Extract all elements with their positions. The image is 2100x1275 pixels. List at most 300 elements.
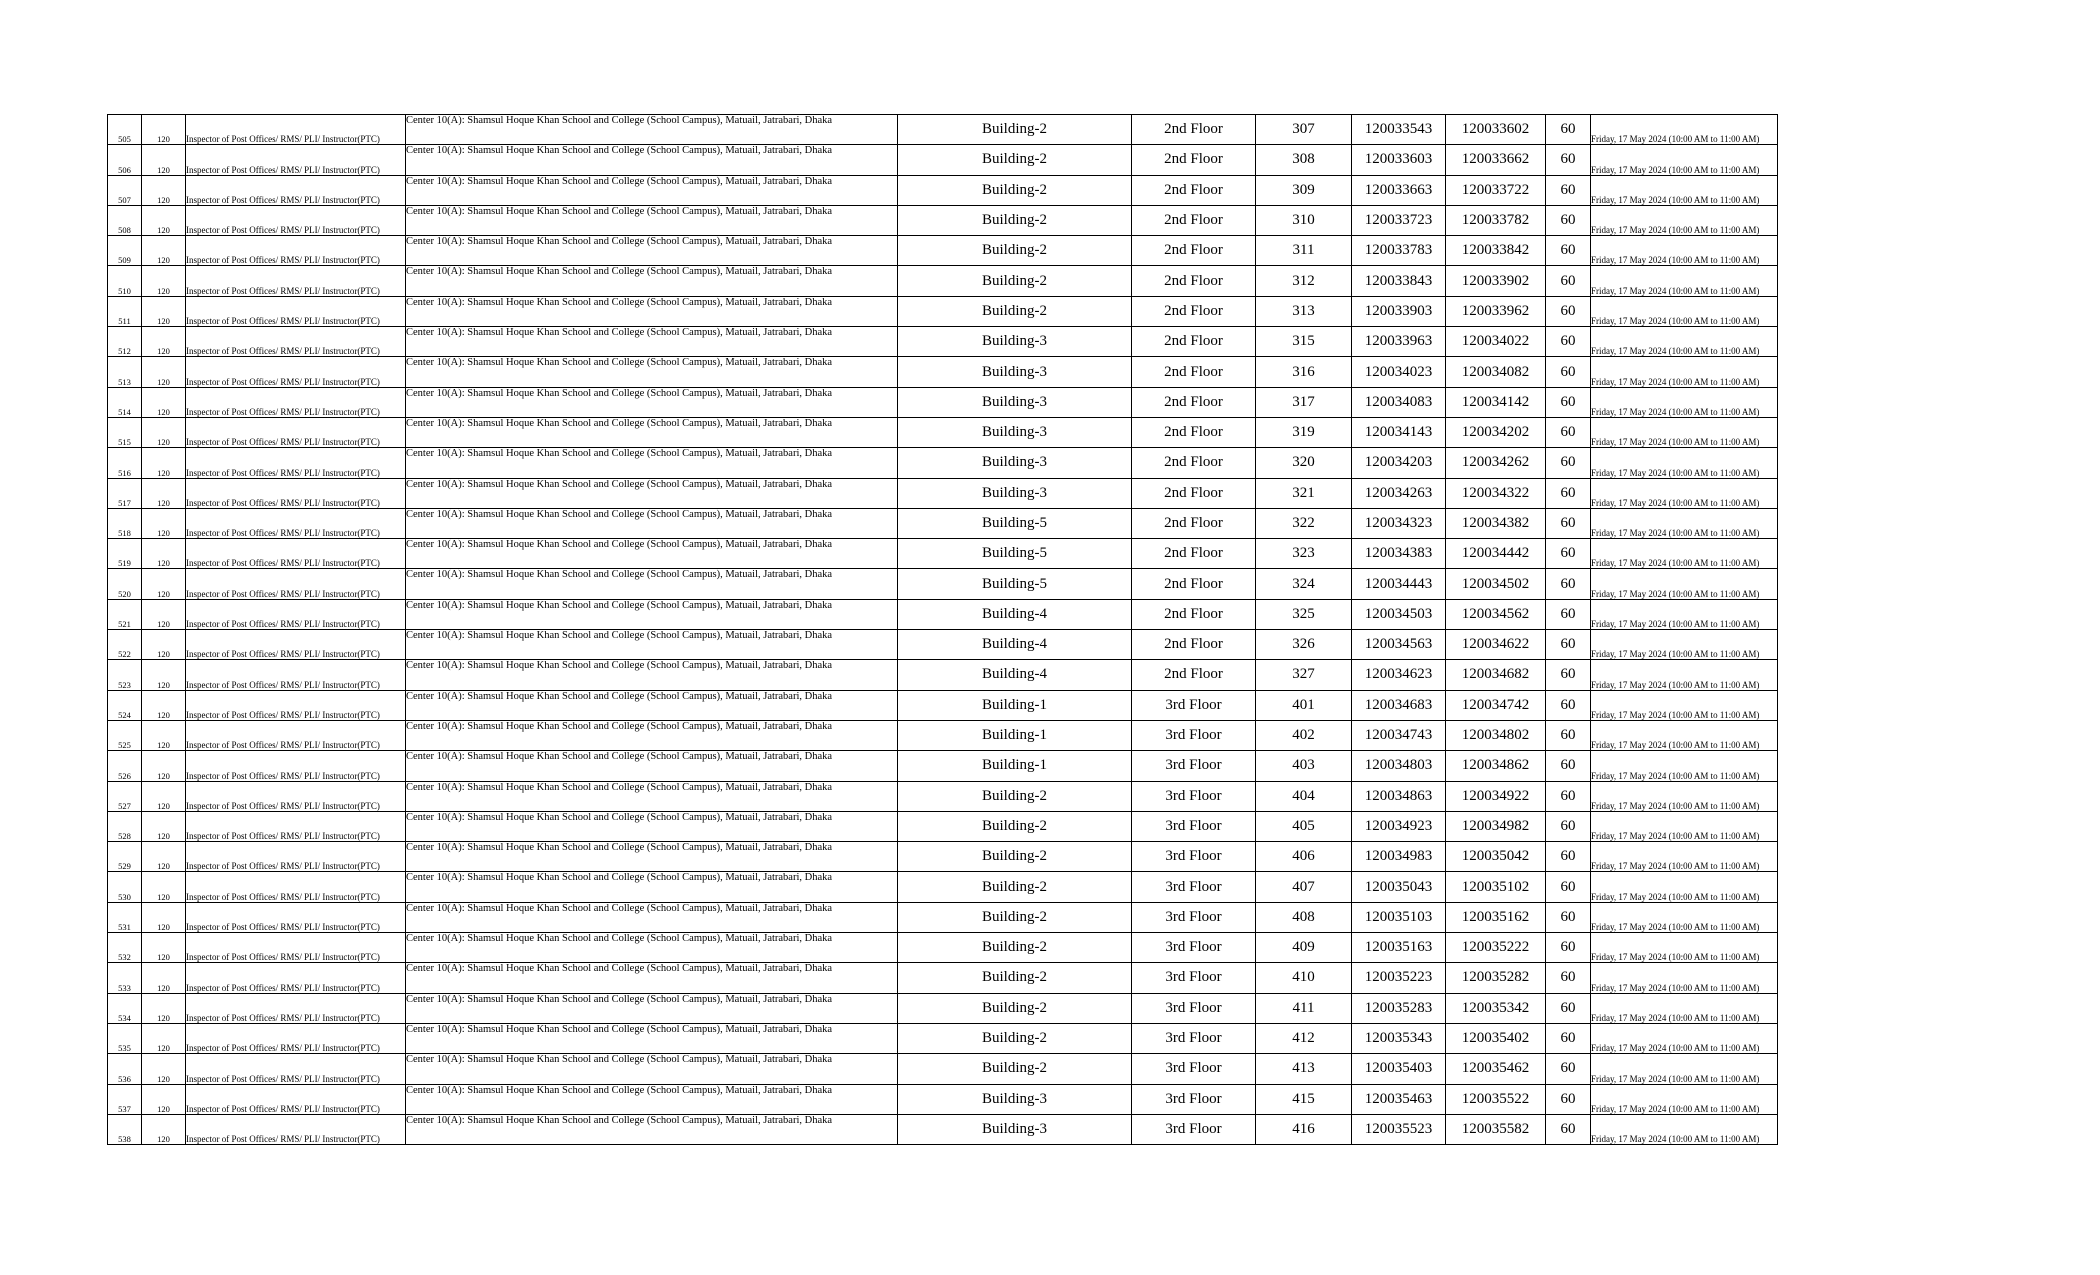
post-name-cell: Inspector of Post Offices/ RMS/ PLI/ Instructor(PTC) [186,1054,406,1084]
floor-cell: 2nd Floor [1132,660,1256,690]
building-cell: Building-2 [898,963,1132,993]
exam-center-cell: Center 10(A): Shamsul Hoque Khan School and College (School Campus), Matuail, Jatrabari, Dhaka [406,236,898,266]
candidate-count-cell: 60 [1546,448,1591,478]
table-row [108,115,1778,145]
table-row [108,630,1778,660]
post-name-cell: Inspector of Post Offices/ RMS/ PLI/ Instructor(PTC) [186,327,406,357]
building-cell: Building-3 [898,1114,1132,1144]
room-cell: 401 [1256,690,1352,720]
post-code-cell: 120 [142,933,186,963]
exam-center-cell: Center 10(A): Shamsul Hoque Khan School and College (School Campus), Matuail, Jatrabari, Dhaka [406,902,898,932]
floor-cell: 3rd Floor [1132,811,1256,841]
exam-center-cell: Center 10(A): Shamsul Hoque Khan School and College (School Campus), Matuail, Jatrabari, Dhaka [406,1054,898,1084]
candidate-count-cell: 60 [1546,387,1591,417]
exam-center-cell: Center 10(A): Shamsul Hoque Khan School and College (School Campus), Matuail, Jatrabari, Dhaka [406,781,898,811]
post-name-cell: Inspector of Post Offices/ RMS/ PLI/ Instructor(PTC) [186,842,406,872]
serial-cell: 506 [108,145,142,175]
building-cell: Building-2 [898,933,1132,963]
post-code-cell: 120 [142,145,186,175]
table-row [108,145,1778,175]
table-row [108,933,1778,963]
room-cell: 311 [1256,236,1352,266]
post-name-cell: Inspector of Post Offices/ RMS/ PLI/ Instructor(PTC) [186,933,406,963]
roll-from-cell: 120034923 [1352,811,1446,841]
post-name-cell: Inspector of Post Offices/ RMS/ PLI/ Instructor(PTC) [186,508,406,538]
room-cell: 411 [1256,993,1352,1023]
candidate-count-cell: 60 [1546,1023,1591,1053]
exam-center-cell: Center 10(A): Shamsul Hoque Khan School and College (School Campus), Matuail, Jatrabari, Dhaka [406,963,898,993]
exam-date-cell: Friday, 17 May 2024 (10:00 AM to 11:00 AM) [1591,508,1778,538]
exam-date-cell: Friday, 17 May 2024 (10:00 AM to 11:00 AM) [1591,296,1778,326]
building-cell: Building-3 [898,417,1132,447]
serial-cell: 523 [108,660,142,690]
post-name-cell: Inspector of Post Offices/ RMS/ PLI/ Instructor(PTC) [186,236,406,266]
roll-to-cell: 120034082 [1446,357,1546,387]
building-cell: Building-2 [898,236,1132,266]
roll-to-cell: 120035402 [1446,1023,1546,1053]
post-name-cell: Inspector of Post Offices/ RMS/ PLI/ Instructor(PTC) [186,478,406,508]
post-code-cell: 120 [142,327,186,357]
serial-cell: 507 [108,175,142,205]
table-row [108,842,1778,872]
table-row [108,357,1778,387]
candidate-count-cell: 60 [1546,993,1591,1023]
exam-date-cell: Friday, 17 May 2024 (10:00 AM to 11:00 AM) [1591,720,1778,750]
roll-from-cell: 120035103 [1352,902,1446,932]
room-cell: 410 [1256,963,1352,993]
floor-cell: 3rd Floor [1132,781,1256,811]
building-cell: Building-2 [898,115,1132,145]
building-cell: Building-2 [898,872,1132,902]
candidate-count-cell: 60 [1546,690,1591,720]
floor-cell: 2nd Floor [1132,327,1256,357]
floor-cell: 2nd Floor [1132,478,1256,508]
floor-cell: 2nd Floor [1132,599,1256,629]
serial-cell: 535 [108,1023,142,1053]
candidate-count-cell: 60 [1546,902,1591,932]
exam-center-cell: Center 10(A): Shamsul Hoque Khan School and College (School Campus), Matuail, Jatrabari, Dhaka [406,630,898,660]
building-cell: Building-2 [898,902,1132,932]
exam-date-cell: Friday, 17 May 2024 (10:00 AM to 11:00 AM) [1591,660,1778,690]
candidate-count-cell: 60 [1546,266,1591,296]
table-row [108,781,1778,811]
roll-from-cell: 120035403 [1352,1054,1446,1084]
serial-cell: 519 [108,539,142,569]
room-cell: 312 [1256,266,1352,296]
room-cell: 408 [1256,902,1352,932]
exam-center-cell: Center 10(A): Shamsul Hoque Khan School and College (School Campus), Matuail, Jatrabari, Dhaka [406,569,898,599]
post-name-cell: Inspector of Post Offices/ RMS/ PLI/ Instructor(PTC) [186,448,406,478]
exam-date-cell: Friday, 17 May 2024 (10:00 AM to 11:00 AM) [1591,872,1778,902]
table-row [108,1023,1778,1053]
post-code-cell: 120 [142,720,186,750]
building-cell: Building-5 [898,539,1132,569]
floor-cell: 2nd Floor [1132,236,1256,266]
serial-cell: 521 [108,599,142,629]
serial-cell: 513 [108,357,142,387]
candidate-count-cell: 60 [1546,630,1591,660]
room-cell: 407 [1256,872,1352,902]
floor-cell: 2nd Floor [1132,145,1256,175]
floor-cell: 2nd Floor [1132,387,1256,417]
building-cell: Building-2 [898,205,1132,235]
room-cell: 319 [1256,417,1352,447]
table-row [108,296,1778,326]
roll-to-cell: 120034982 [1446,811,1546,841]
building-cell: Building-2 [898,145,1132,175]
post-name-cell: Inspector of Post Offices/ RMS/ PLI/ Instructor(PTC) [186,175,406,205]
roll-from-cell: 120034443 [1352,569,1446,599]
exam-date-cell: Friday, 17 May 2024 (10:00 AM to 11:00 AM) [1591,902,1778,932]
post-code-cell: 120 [142,236,186,266]
exam-date-cell: Friday, 17 May 2024 (10:00 AM to 11:00 AM) [1591,327,1778,357]
exam-center-cell: Center 10(A): Shamsul Hoque Khan School and College (School Campus), Matuail, Jatrabari, Dhaka [406,478,898,508]
room-cell: 404 [1256,781,1352,811]
post-name-cell: Inspector of Post Offices/ RMS/ PLI/ Instructor(PTC) [186,902,406,932]
roll-to-cell: 120034502 [1446,569,1546,599]
candidate-count-cell: 60 [1546,205,1591,235]
post-code-cell: 120 [142,266,186,296]
building-cell: Building-1 [898,690,1132,720]
candidate-count-cell: 60 [1546,933,1591,963]
table-row [108,175,1778,205]
table-row [108,478,1778,508]
seat-plan-rows [108,115,1778,1145]
roll-from-cell: 120034563 [1352,630,1446,660]
exam-center-cell: Center 10(A): Shamsul Hoque Khan School and College (School Campus), Matuail, Jatrabari, Dhaka [406,933,898,963]
table-row [108,902,1778,932]
building-cell: Building-2 [898,1023,1132,1053]
roll-to-cell: 120035462 [1446,1054,1546,1084]
exam-center-cell: Center 10(A): Shamsul Hoque Khan School and College (School Campus), Matuail, Jatrabari, Dhaka [406,1114,898,1144]
post-name-cell: Inspector of Post Offices/ RMS/ PLI/ Instructor(PTC) [186,872,406,902]
exam-date-cell: Friday, 17 May 2024 (10:00 AM to 11:00 AM) [1591,1023,1778,1053]
building-cell: Building-2 [898,811,1132,841]
serial-cell: 511 [108,296,142,326]
roll-from-cell: 120034143 [1352,417,1446,447]
post-name-cell: Inspector of Post Offices/ RMS/ PLI/ Instructor(PTC) [186,1114,406,1144]
post-code-cell: 120 [142,115,186,145]
roll-from-cell: 120035223 [1352,963,1446,993]
table-row [108,751,1778,781]
serial-cell: 538 [108,1114,142,1144]
floor-cell: 2nd Floor [1132,508,1256,538]
exam-center-cell: Center 10(A): Shamsul Hoque Khan School and College (School Campus), Matuail, Jatrabari, Dhaka [406,751,898,781]
floor-cell: 3rd Floor [1132,933,1256,963]
post-code-cell: 120 [142,417,186,447]
exam-center-cell: Center 10(A): Shamsul Hoque Khan School and College (School Campus), Matuail, Jatrabari, Dhaka [406,993,898,1023]
candidate-count-cell: 60 [1546,751,1591,781]
building-cell: Building-4 [898,599,1132,629]
candidate-count-cell: 60 [1546,963,1591,993]
exam-date-cell: Friday, 17 May 2024 (10:00 AM to 11:00 AM) [1591,448,1778,478]
exam-date-cell: Friday, 17 May 2024 (10:00 AM to 11:00 AM) [1591,236,1778,266]
serial-cell: 514 [108,387,142,417]
serial-cell: 531 [108,902,142,932]
roll-from-cell: 120034623 [1352,660,1446,690]
exam-center-cell: Center 10(A): Shamsul Hoque Khan School and College (School Campus), Matuail, Jatrabari, Dhaka [406,539,898,569]
serial-cell: 509 [108,236,142,266]
floor-cell: 2nd Floor [1132,448,1256,478]
floor-cell: 3rd Floor [1132,720,1256,750]
post-code-cell: 120 [142,660,186,690]
exam-date-cell: Friday, 17 May 2024 (10:00 AM to 11:00 AM) [1591,1054,1778,1084]
exam-center-cell: Center 10(A): Shamsul Hoque Khan School and College (School Campus), Matuail, Jatrabari, Dhaka [406,660,898,690]
candidate-count-cell: 60 [1546,539,1591,569]
room-cell: 307 [1256,115,1352,145]
post-code-cell: 120 [142,751,186,781]
exam-date-cell: Friday, 17 May 2024 (10:00 AM to 11:00 AM) [1591,569,1778,599]
building-cell: Building-1 [898,751,1132,781]
exam-date-cell: Friday, 17 May 2024 (10:00 AM to 11:00 AM) [1591,842,1778,872]
candidate-count-cell: 60 [1546,145,1591,175]
roll-from-cell: 120035163 [1352,933,1446,963]
room-cell: 405 [1256,811,1352,841]
building-cell: Building-1 [898,720,1132,750]
exam-date-cell: Friday, 17 May 2024 (10:00 AM to 11:00 AM) [1591,357,1778,387]
post-code-cell: 120 [142,539,186,569]
table-row [108,508,1778,538]
exam-center-cell: Center 10(A): Shamsul Hoque Khan School and College (School Campus), Matuail, Jatrabari, Dhaka [406,327,898,357]
building-cell: Building-3 [898,1084,1132,1114]
floor-cell: 2nd Floor [1132,296,1256,326]
candidate-count-cell: 60 [1546,327,1591,357]
exam-date-cell: Friday, 17 May 2024 (10:00 AM to 11:00 AM) [1591,478,1778,508]
room-cell: 412 [1256,1023,1352,1053]
floor-cell: 3rd Floor [1132,872,1256,902]
exam-date-cell: Friday, 17 May 2024 (10:00 AM to 11:00 AM) [1591,387,1778,417]
building-cell: Building-2 [898,842,1132,872]
roll-from-cell: 120035523 [1352,1114,1446,1144]
building-cell: Building-5 [898,508,1132,538]
post-name-cell: Inspector of Post Offices/ RMS/ PLI/ Instructor(PTC) [186,115,406,145]
post-code-cell: 120 [142,781,186,811]
serial-cell: 520 [108,569,142,599]
post-code-cell: 120 [142,448,186,478]
exam-center-cell: Center 10(A): Shamsul Hoque Khan School and College (School Campus), Matuail, Jatrabari, Dhaka [406,145,898,175]
exam-date-cell: Friday, 17 May 2024 (10:00 AM to 11:00 AM) [1591,115,1778,145]
exam-center-cell: Center 10(A): Shamsul Hoque Khan School and College (School Campus), Matuail, Jatrabari, Dhaka [406,1023,898,1053]
roll-to-cell: 120035102 [1446,872,1546,902]
post-name-cell: Inspector of Post Offices/ RMS/ PLI/ Instructor(PTC) [186,296,406,326]
table-row [108,417,1778,447]
floor-cell: 3rd Floor [1132,751,1256,781]
building-cell: Building-2 [898,781,1132,811]
post-code-cell: 120 [142,387,186,417]
room-cell: 324 [1256,569,1352,599]
exam-date-cell: Friday, 17 May 2024 (10:00 AM to 11:00 AM) [1591,933,1778,963]
roll-to-cell: 120035222 [1446,933,1546,963]
roll-to-cell: 120035282 [1446,963,1546,993]
room-cell: 409 [1256,933,1352,963]
table-row [108,599,1778,629]
post-name-cell: Inspector of Post Offices/ RMS/ PLI/ Instructor(PTC) [186,630,406,660]
post-name-cell: Inspector of Post Offices/ RMS/ PLI/ Instructor(PTC) [186,569,406,599]
candidate-count-cell: 60 [1546,175,1591,205]
exam-date-cell: Friday, 17 May 2024 (10:00 AM to 11:00 AM) [1591,145,1778,175]
roll-to-cell: 120033782 [1446,205,1546,235]
building-cell: Building-3 [898,448,1132,478]
table-row [108,236,1778,266]
roll-from-cell: 120034743 [1352,720,1446,750]
post-name-cell: Inspector of Post Offices/ RMS/ PLI/ Instructor(PTC) [186,1023,406,1053]
roll-from-cell: 120035463 [1352,1084,1446,1114]
roll-from-cell: 120034983 [1352,842,1446,872]
candidate-count-cell: 60 [1546,1084,1591,1114]
roll-to-cell: 120034262 [1446,448,1546,478]
serial-cell: 534 [108,993,142,1023]
table-row [108,963,1778,993]
floor-cell: 3rd Floor [1132,1114,1256,1144]
post-name-cell: Inspector of Post Offices/ RMS/ PLI/ Instructor(PTC) [186,963,406,993]
post-code-cell: 120 [142,508,186,538]
building-cell: Building-2 [898,1054,1132,1084]
building-cell: Building-5 [898,569,1132,599]
post-code-cell: 120 [142,872,186,902]
roll-to-cell: 120034382 [1446,508,1546,538]
roll-to-cell: 120033602 [1446,115,1546,145]
exam-center-cell: Center 10(A): Shamsul Hoque Khan School and College (School Campus), Matuail, Jatrabari, Dhaka [406,387,898,417]
table-row [108,690,1778,720]
roll-from-cell: 120034203 [1352,448,1446,478]
roll-from-cell: 120033663 [1352,175,1446,205]
exam-center-cell: Center 10(A): Shamsul Hoque Khan School and College (School Campus), Matuail, Jatrabari, Dhaka [406,842,898,872]
room-cell: 416 [1256,1114,1352,1144]
exam-date-cell: Friday, 17 May 2024 (10:00 AM to 11:00 AM) [1591,1114,1778,1144]
exam-center-cell: Center 10(A): Shamsul Hoque Khan School and College (School Campus), Matuail, Jatrabari, Dhaka [406,1084,898,1114]
roll-to-cell: 120033962 [1446,296,1546,326]
post-name-cell: Inspector of Post Offices/ RMS/ PLI/ Instructor(PTC) [186,1084,406,1114]
post-code-cell: 120 [142,902,186,932]
candidate-count-cell: 60 [1546,660,1591,690]
exam-date-cell: Friday, 17 May 2024 (10:00 AM to 11:00 AM) [1591,751,1778,781]
candidate-count-cell: 60 [1546,1114,1591,1144]
floor-cell: 3rd Floor [1132,842,1256,872]
post-code-cell: 120 [142,1054,186,1084]
post-name-cell: Inspector of Post Offices/ RMS/ PLI/ Instructor(PTC) [186,599,406,629]
roll-to-cell: 120034862 [1446,751,1546,781]
candidate-count-cell: 60 [1546,720,1591,750]
exam-date-cell: Friday, 17 May 2024 (10:00 AM to 11:00 AM) [1591,599,1778,629]
floor-cell: 2nd Floor [1132,417,1256,447]
serial-cell: 536 [108,1054,142,1084]
exam-center-cell: Center 10(A): Shamsul Hoque Khan School and College (School Campus), Matuail, Jatrabari, Dhaka [406,811,898,841]
roll-to-cell: 120034322 [1446,478,1546,508]
table-row [108,1054,1778,1084]
table-row [108,205,1778,235]
post-name-cell: Inspector of Post Offices/ RMS/ PLI/ Instructor(PTC) [186,539,406,569]
candidate-count-cell: 60 [1546,236,1591,266]
post-code-cell: 120 [142,842,186,872]
floor-cell: 2nd Floor [1132,266,1256,296]
table-row [108,811,1778,841]
exam-center-cell: Center 10(A): Shamsul Hoque Khan School and College (School Campus), Matuail, Jatrabari, Dhaka [406,175,898,205]
post-code-cell: 120 [142,599,186,629]
exam-center-cell: Center 10(A): Shamsul Hoque Khan School and College (School Campus), Matuail, Jatrabari, Dhaka [406,417,898,447]
post-code-cell: 120 [142,993,186,1023]
exam-date-cell: Friday, 17 May 2024 (10:00 AM to 11:00 AM) [1591,993,1778,1023]
table-row [108,1084,1778,1114]
roll-from-cell: 120033843 [1352,266,1446,296]
table-row [108,448,1778,478]
serial-cell: 524 [108,690,142,720]
exam-center-cell: Center 10(A): Shamsul Hoque Khan School and College (School Campus), Matuail, Jatrabari, Dhaka [406,205,898,235]
post-code-cell: 120 [142,811,186,841]
post-name-cell: Inspector of Post Offices/ RMS/ PLI/ Instructor(PTC) [186,266,406,296]
roll-from-cell: 120034803 [1352,751,1446,781]
room-cell: 320 [1256,448,1352,478]
post-name-cell: Inspector of Post Offices/ RMS/ PLI/ Instructor(PTC) [186,811,406,841]
candidate-count-cell: 60 [1546,569,1591,599]
serial-cell: 525 [108,720,142,750]
floor-cell: 2nd Floor [1132,569,1256,599]
floor-cell: 3rd Floor [1132,690,1256,720]
roll-to-cell: 120033662 [1446,145,1546,175]
table-row [108,327,1778,357]
floor-cell: 2nd Floor [1132,175,1256,205]
roll-from-cell: 120033543 [1352,115,1446,145]
roll-from-cell: 120034023 [1352,357,1446,387]
table-row [108,720,1778,750]
serial-cell: 528 [108,811,142,841]
exam-date-cell: Friday, 17 May 2024 (10:00 AM to 11:00 AM) [1591,1084,1778,1114]
roll-to-cell: 120033902 [1446,266,1546,296]
roll-to-cell: 120034562 [1446,599,1546,629]
room-cell: 325 [1256,599,1352,629]
roll-from-cell: 120034383 [1352,539,1446,569]
post-code-cell: 120 [142,1084,186,1114]
serial-cell: 529 [108,842,142,872]
post-name-cell: Inspector of Post Offices/ RMS/ PLI/ Instructor(PTC) [186,205,406,235]
exam-date-cell: Friday, 17 May 2024 (10:00 AM to 11:00 AM) [1591,175,1778,205]
serial-cell: 527 [108,781,142,811]
roll-to-cell: 120034622 [1446,630,1546,660]
exam-center-cell: Center 10(A): Shamsul Hoque Khan School and College (School Campus), Matuail, Jatrabari, Dhaka [406,357,898,387]
serial-cell: 517 [108,478,142,508]
floor-cell: 2nd Floor [1132,205,1256,235]
building-cell: Building-3 [898,327,1132,357]
floor-cell: 2nd Floor [1132,539,1256,569]
roll-from-cell: 120035343 [1352,1023,1446,1053]
exam-center-cell: Center 10(A): Shamsul Hoque Khan School and College (School Campus), Matuail, Jatrabari, Dhaka [406,266,898,296]
roll-to-cell: 120034802 [1446,720,1546,750]
roll-to-cell: 120035582 [1446,1114,1546,1144]
room-cell: 403 [1256,751,1352,781]
post-code-cell: 120 [142,296,186,326]
candidate-count-cell: 60 [1546,508,1591,538]
serial-cell: 515 [108,417,142,447]
post-name-cell: Inspector of Post Offices/ RMS/ PLI/ Instructor(PTC) [186,660,406,690]
post-code-cell: 120 [142,963,186,993]
table-row [108,1114,1778,1144]
room-cell: 402 [1256,720,1352,750]
post-name-cell: Inspector of Post Offices/ RMS/ PLI/ Instructor(PTC) [186,145,406,175]
exam-center-cell: Center 10(A): Shamsul Hoque Khan School and College (School Campus), Matuail, Jatrabari, Dhaka [406,508,898,538]
roll-from-cell: 120033723 [1352,205,1446,235]
serial-cell: 512 [108,327,142,357]
building-cell: Building-3 [898,478,1132,508]
serial-cell: 530 [108,872,142,902]
exam-center-cell: Center 10(A): Shamsul Hoque Khan School and College (School Campus), Matuail, Jatrabari, Dhaka [406,599,898,629]
candidate-count-cell: 60 [1546,417,1591,447]
candidate-count-cell: 60 [1546,478,1591,508]
room-cell: 323 [1256,539,1352,569]
room-cell: 310 [1256,205,1352,235]
exam-date-cell: Friday, 17 May 2024 (10:00 AM to 11:00 AM) [1591,811,1778,841]
roll-to-cell: 120033722 [1446,175,1546,205]
post-name-cell: Inspector of Post Offices/ RMS/ PLI/ Instructor(PTC) [186,357,406,387]
roll-to-cell: 120035522 [1446,1084,1546,1114]
